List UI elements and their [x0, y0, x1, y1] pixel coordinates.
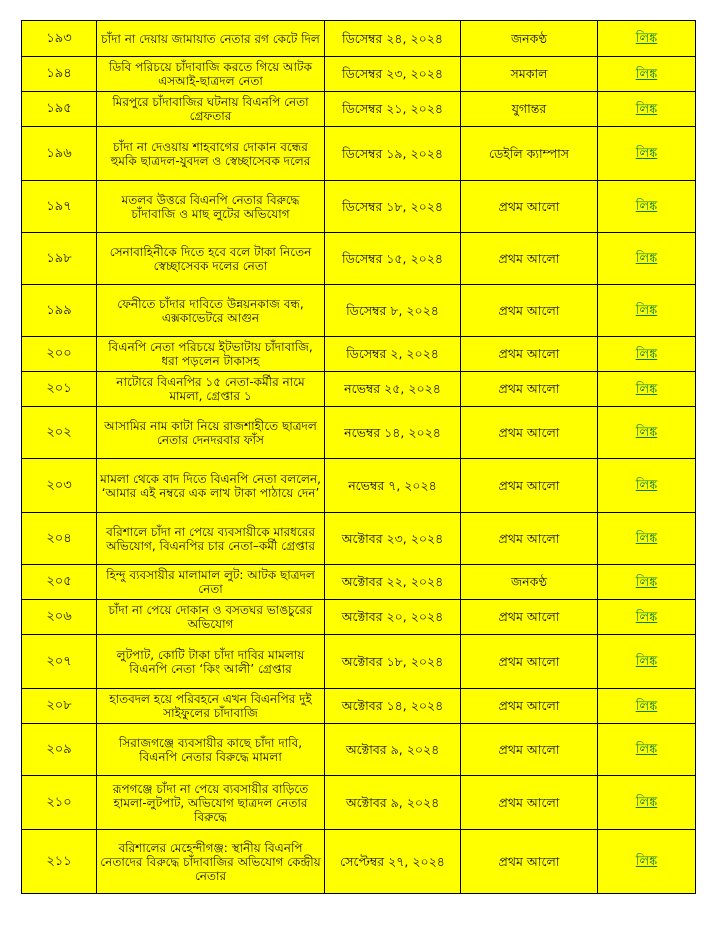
table-row: [22, 337, 696, 372]
serial-number: ২০৬: [22, 600, 97, 635]
link-cell: [598, 459, 696, 513]
serial-number: ২০৮: [22, 689, 97, 724]
serial-number: ২১১: [22, 830, 97, 894]
link-cell: [598, 689, 696, 724]
table-row: [22, 724, 696, 776]
serial-number: ১৯৪: [22, 57, 97, 92]
headline: ফেনীতে চাঁদার দাবিতে উন্নয়নকাজ বন্ধ, এক্সকাভেটরে আগুন: [97, 285, 325, 337]
article-link[interactable]: লিঙ্ক: [635, 654, 658, 669]
article-link[interactable]: লিঙ্ক: [635, 742, 658, 757]
article-link[interactable]: লিঙ্ক: [635, 478, 658, 493]
publish-date: ডিসেম্বর ২, ২০২৪: [325, 337, 461, 372]
headline: ডিবি পরিচয়ে চাঁদাবাজি করতে গিয়ে আটক এসআই-ছাত্রদল নেতা: [97, 57, 325, 92]
table-row: [22, 233, 696, 285]
link-cell: [598, 600, 696, 635]
article-link[interactable]: লিঙ্ক: [635, 531, 658, 546]
publish-date: ডিসেম্বর ১৫, ২০২৪: [325, 233, 461, 285]
headline: হিন্দু ব্যবসায়ীর মালামাল লুট: আটক ছাত্রদল নেতা: [97, 565, 325, 600]
news-source: সমকাল: [461, 57, 598, 92]
article-link[interactable]: লিঙ্ক: [635, 346, 658, 362]
article-link[interactable]: লিঙ্ক: [635, 698, 658, 714]
serial-number: ২১০: [22, 776, 97, 830]
link-cell: [598, 57, 696, 92]
serial-number: ১৯৫: [22, 92, 97, 127]
publish-date: ডিসেম্বর ২৪, ২০২৪: [325, 21, 461, 57]
news-source: প্রথম আলো: [461, 372, 598, 407]
article-link[interactable]: লিঙ্ক: [635, 146, 658, 161]
serial-number: ২০১: [22, 372, 97, 407]
headline: সেনাবাহিনীকে দিতে হবে বলে টাকা নিতেন স্বেচ্ছাসেবক দলের নেতা: [97, 233, 325, 285]
serial-number: ১৯৮: [22, 233, 97, 285]
link-cell: [598, 724, 696, 776]
serial-number: ২০৫: [22, 565, 97, 600]
news-source: প্রথম আলো: [461, 830, 598, 894]
publish-date: সেপ্টেম্বর ২৭, ২০২৪: [325, 830, 461, 894]
publish-date: ডিসেম্বর ১৮, ২০২৪: [325, 181, 461, 233]
article-link[interactable]: লিঙ্ক: [635, 795, 658, 810]
headline: বরিশালের মেহেন্দীগঞ্জ: স্থানীয় বিএনপি নেতাদের বিরুদ্ধে চাঁদাবাজির অভিযোগ কেন্দ্রীয় নেতার: [97, 830, 325, 894]
news-source: প্রথম আলো: [461, 337, 598, 372]
news-source: প্রথম আলো: [461, 285, 598, 337]
table-row: [22, 635, 696, 689]
news-source: জনকণ্ঠ: [461, 565, 598, 600]
news-source: প্রথম আলো: [461, 459, 598, 513]
publish-date: ডিসেম্বর ২৩, ২০২৪: [325, 57, 461, 92]
serial-number: ২০৩: [22, 459, 97, 513]
link-cell: [598, 407, 696, 459]
table-row: [22, 830, 696, 894]
headline: চাঁদা না দেওয়ায় শাহবাগের দোকান বন্ধের হুমকি ছাত্রদল-যুবদল ও স্বেচ্ছাসেবক দলের: [97, 127, 325, 181]
link-cell: [598, 233, 696, 285]
news-source: প্রথম আলো: [461, 635, 598, 689]
headline: লুটপাট, কোটি টাকা চাঁদা দাবির মামলায় বিএনপি নেতা ‘কিং আলী’ গ্রেপ্তার: [97, 635, 325, 689]
serial-number: ২০৭: [22, 635, 97, 689]
headline: চাঁদা না দেয়ায় জামায়াত নেতার রগ কেটে দিল: [97, 21, 325, 57]
table-row: [22, 513, 696, 565]
article-link[interactable]: লিঙ্ক: [635, 31, 658, 46]
table-row: [22, 285, 696, 337]
publish-date: অক্টোবর ৯, ২০২৪: [325, 776, 461, 830]
link-cell: [598, 513, 696, 565]
link-cell: [598, 565, 696, 600]
link-cell: [598, 635, 696, 689]
link-cell: [598, 285, 696, 337]
publish-date: অক্টোবর ৯, ২০২৪: [325, 724, 461, 776]
link-cell: [598, 337, 696, 372]
publish-date: ডিসেম্বর ১৯, ২০২৪: [325, 127, 461, 181]
headline: সিরাজগঞ্জে ব্যবসায়ীর কাছে চাঁদা দাবি, বিএনপি নেতার বিরুদ্ধে মামলা: [97, 724, 325, 776]
article-link[interactable]: লিঙ্ক: [635, 251, 658, 266]
article-link[interactable]: লিঙ্ক: [635, 199, 658, 214]
news-source: প্রথম আলো: [461, 724, 598, 776]
publish-date: অক্টোবর ২২, ২০২৪: [325, 565, 461, 600]
serial-number: ১৯৯: [22, 285, 97, 337]
table-row: [22, 127, 696, 181]
serial-number: ২০৯: [22, 724, 97, 776]
news-source: প্রথম আলো: [461, 407, 598, 459]
publish-date: অক্টোবর ১৮, ২০২৪: [325, 635, 461, 689]
article-link[interactable]: লিঙ্ক: [635, 425, 658, 440]
article-link[interactable]: লিঙ্ক: [635, 854, 658, 869]
article-link[interactable]: লিঙ্ক: [635, 381, 658, 397]
headline: মিরপুরে চাঁদাবাজির ঘটনায় বিএনপি নেতা গ্রেফতার: [97, 92, 325, 127]
link-cell: [598, 830, 696, 894]
table-row: [22, 459, 696, 513]
table-row: [22, 565, 696, 600]
serial-number: ২০৪: [22, 513, 97, 565]
headline: বিএনপি নেতা পরিচয়ে ইটভাটায় চাঁদাবাজি, ধরা পড়লেন টাকাসহ: [97, 337, 325, 372]
publish-date: ডিসেম্বর ২১, ২০২৪: [325, 92, 461, 127]
publish-date: অক্টোবর ২০, ২০২৪: [325, 600, 461, 635]
link-cell: [598, 92, 696, 127]
news-source: জনকণ্ঠ: [461, 21, 598, 57]
headline: রূপগঞ্জে চাঁদা না পেয়ে ব্যবসায়ীর বাড়িতে হামলা-লুটপাট, অভিযোগ ছাত্রদল নেতার বিরুদ্ধে: [97, 776, 325, 830]
headline: আসামির নাম কাটা নিয়ে রাজশাহীতে ছাত্রদল নেতার দেনদরবার ফাঁস: [97, 407, 325, 459]
article-link[interactable]: লিঙ্ক: [635, 101, 658, 117]
table-row: [22, 689, 696, 724]
table-row: [22, 57, 696, 92]
headline: চাঁদা না পেয়ে দোকান ও বসতঘর ভাঙচুরের অভিযোগ: [97, 600, 325, 635]
link-cell: [598, 127, 696, 181]
table-row: [22, 776, 696, 830]
headline: মতলব উত্তরে বিএনপি নেতার বিরুদ্ধে চাঁদাবাজি ও মাছ লুটের অভিযোগ: [97, 181, 325, 233]
publish-date: নভেম্বর ১৪, ২০২৪: [325, 407, 461, 459]
serial-number: ২০০: [22, 337, 97, 372]
publish-date: অক্টোবর ১৪, ২০২৪: [325, 689, 461, 724]
news-source: যুগান্তর: [461, 92, 598, 127]
news-source: প্রথম আলো: [461, 689, 598, 724]
article-link[interactable]: লিঙ্ক: [635, 574, 658, 590]
headline: মামলা থেকে বাদ দিতে বিএনপি নেতা বললেন, ‘আমার এই নম্বরে এক লাখ টাকা পাঠায়ে দেন’: [97, 459, 325, 513]
table-row: [22, 181, 696, 233]
publish-date: নভেম্বর ৭, ২০২৪: [325, 459, 461, 513]
table-row: [22, 21, 696, 57]
news-source: ডেইলি ক্যাম্পাস: [461, 127, 598, 181]
serial-number: ২০২: [22, 407, 97, 459]
news-source: প্রথম আলো: [461, 600, 598, 635]
link-cell: [598, 372, 696, 407]
publish-date: নভেম্বর ২৫, ২০২৪: [325, 372, 461, 407]
article-link[interactable]: লিঙ্ক: [635, 303, 658, 318]
table-row: [22, 600, 696, 635]
news-source: প্রথম আলো: [461, 233, 598, 285]
article-link[interactable]: লিঙ্ক: [635, 609, 658, 625]
serial-number: ১৯৩: [22, 21, 97, 57]
table-row: [22, 92, 696, 127]
headline: বরিশালে চাঁদা না পেয়ে ব্যবসায়ীকে মারধরের অভিযোগ, বিএনপির চার নেতা–কর্মী গ্রেপ্তার: [97, 513, 325, 565]
link-cell: [598, 776, 696, 830]
serial-number: ১৯৬: [22, 127, 97, 181]
publish-date: ডিসেম্বর ৮, ২০২৪: [325, 285, 461, 337]
link-cell: [598, 21, 696, 57]
news-source: প্রথম আলো: [461, 513, 598, 565]
headline: হাতবদল হয়ে পরিবহনে এখন বিএনপির দুই সাইফুলের চাঁদাবাজি: [97, 689, 325, 724]
news-table: [21, 20, 696, 894]
news-source: প্রথম আলো: [461, 181, 598, 233]
publish-date: অক্টোবর ২৩, ২০২৪: [325, 513, 461, 565]
news-source: প্রথম আলো: [461, 776, 598, 830]
serial-number: ১৯৭: [22, 181, 97, 233]
table-row: [22, 407, 696, 459]
headline: নাটোরে বিএনপির ১৫ নেতা-কর্মীর নামে মামলা, গ্রেপ্তার ১: [97, 372, 325, 407]
link-cell: [598, 181, 696, 233]
table-row: [22, 372, 696, 407]
article-link[interactable]: লিঙ্ক: [635, 66, 658, 82]
